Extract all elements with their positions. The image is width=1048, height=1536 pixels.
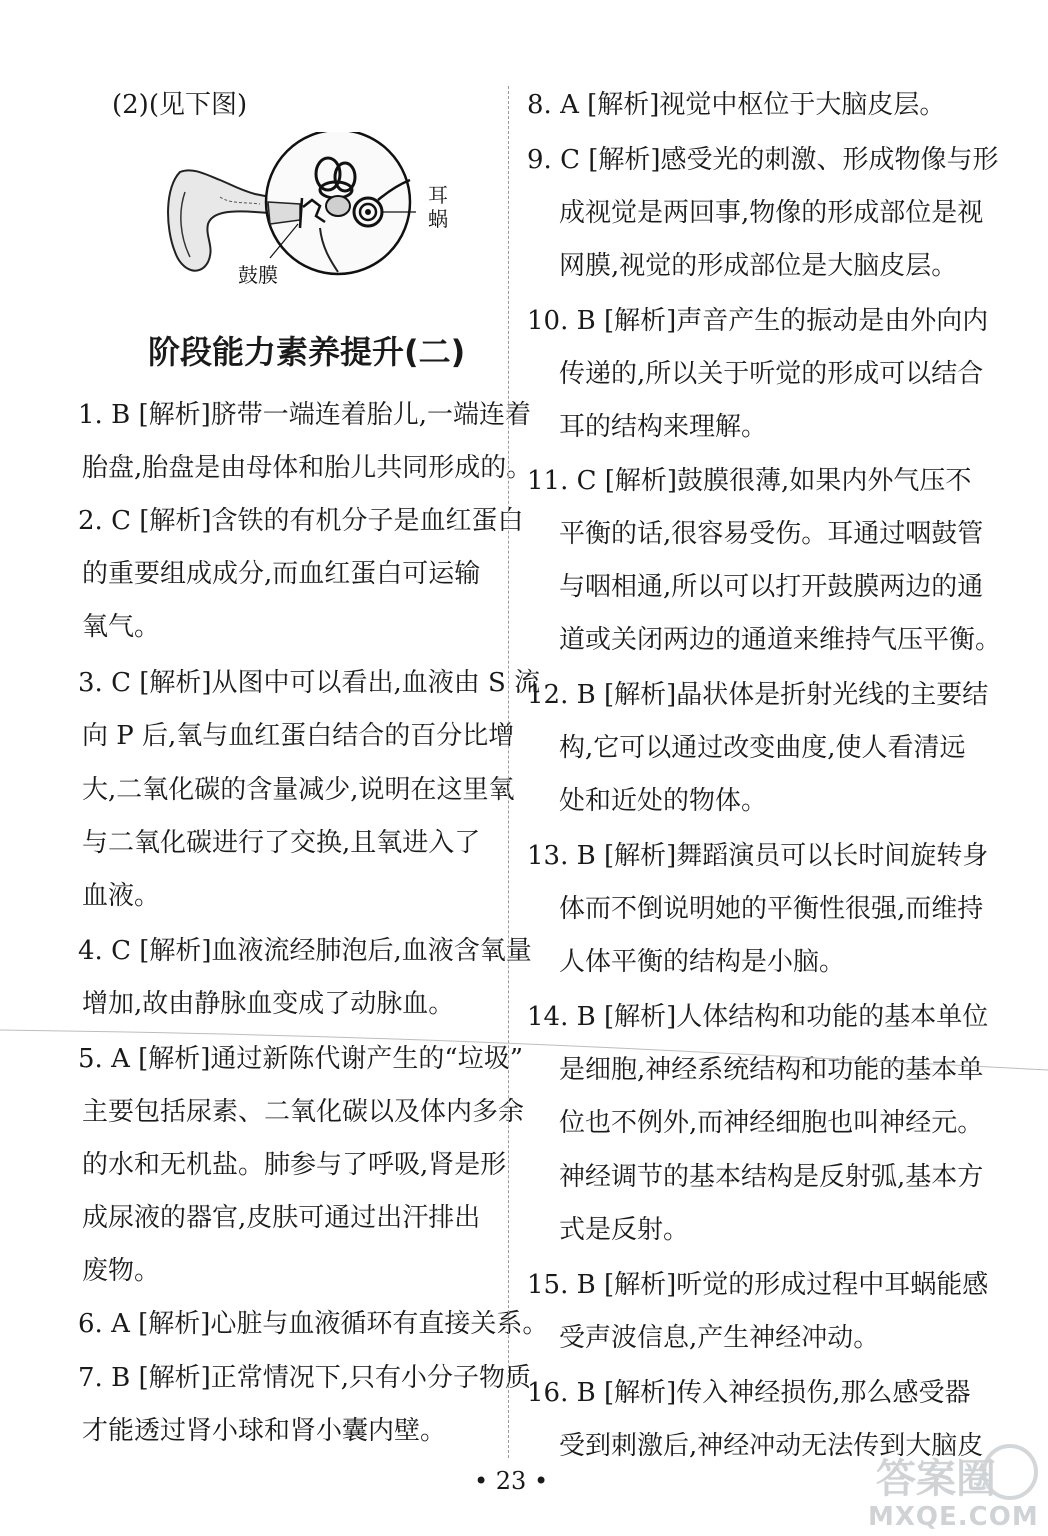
right-line-15: 13. B [解析]舞蹈演员可以长时间旋转身	[527, 841, 989, 871]
cochlea-center	[365, 209, 371, 215]
right-line-12: 12. B [解析]晶状体是折射光线的主要结	[527, 680, 989, 710]
left-line-19: 7. B [解析]正常情况下,只有小分子物质	[78, 1363, 531, 1393]
right-line-23: 15. B [解析]听觉的形成过程中耳蜗能感	[527, 1270, 989, 1300]
right-line-13: 构,它可以通过改变曲度,使人看清远	[559, 733, 966, 763]
left-line-13: 5. A [解析]通过新陈代谢产生的“垃圾”	[78, 1044, 523, 1074]
left-line-7: 向 P 后,氧与血红蛋白结合的百分比增	[82, 721, 515, 751]
watermark-brand: 答案圈	[876, 1456, 996, 1502]
right-line-7: 耳的结构来理解。	[559, 412, 768, 442]
left-line-12: 增加,故由静脉血变成了动脉血。	[82, 989, 455, 1019]
left-line-5: 氧气。	[82, 612, 161, 642]
scan-fold-line	[0, 1028, 1048, 1072]
right-line-16: 体而不倒说明她的平衡性很强,而维持	[559, 894, 984, 924]
label-eardrum: 鼓膜	[238, 263, 278, 287]
right-line-14: 处和近处的物体。	[559, 786, 768, 816]
right-line-18: 14. B [解析]人体结构和功能的基本单位	[527, 1002, 989, 1032]
left-line-14: 主要包括尿素、二氧化碳以及体内多余	[82, 1097, 525, 1127]
right-line-21: 神经调节的基本结构是反射弧,基本方	[559, 1162, 984, 1192]
right-line-19: 是细胞,神经系统结构和功能的基本单	[559, 1055, 984, 1085]
right-line-8: 11. C [解析]鼓膜很薄,如果内外气压不	[527, 466, 972, 496]
right-line-17: 人体平衡的结构是小脑。	[559, 947, 846, 977]
right-line-2: 9. C [解析]感受光的刺激、形成物像与形	[527, 145, 999, 175]
left-line-6: 3. C [解析]从图中可以看出,血液由 S 流	[78, 668, 541, 698]
right-line-3: 成视觉是两回事,物像的形成部位是视	[559, 198, 984, 228]
left-line-9: 与二氧化碳进行了交换,且氧进入了	[82, 828, 481, 858]
left-line-10: 血液。	[82, 881, 161, 911]
figure-caption: (2)(见下图)	[112, 90, 248, 120]
left-line-16: 成尿液的器官,皮肤可通过出汗排出	[82, 1203, 481, 1233]
vestibule	[326, 196, 350, 216]
left-line-8: 大,二氧化碳的含量减少,说明在这里氧	[82, 775, 515, 805]
right-line-9: 平衡的话,很容易受伤。耳通过咽鼓管	[559, 519, 984, 549]
left-line-1: 1. B [解析]脐带一端连着胎儿,一端连着	[78, 400, 531, 430]
left-line-11: 4. C [解析]血液流经肺泡后,血液含氧量	[78, 936, 532, 966]
right-line-6: 传递的,所以关于听觉的形成可以结合	[559, 359, 984, 389]
watermark-url: MXQE.COM	[868, 1502, 1039, 1532]
right-line-4: 网膜,视觉的形成部位是大脑皮层。	[559, 251, 958, 281]
left-line-4: 的重要组成成分,而血红蛋白可运输	[82, 559, 481, 589]
right-line-10: 与咽相通,所以可以打开鼓膜两边的通	[559, 572, 984, 602]
label-cochlea-char-1: 耳	[428, 183, 448, 207]
section-title: 阶段能力素养提升(二)	[148, 333, 466, 371]
label-cochlea-char-2: 蜗	[428, 207, 448, 231]
left-line-17: 废物。	[82, 1256, 161, 1286]
right-line-1: 8. A [解析]视觉中枢位于大脑皮层。	[527, 90, 946, 120]
right-line-20: 位也不例外,而神经细胞也叫神经元。	[559, 1108, 984, 1138]
left-line-2: 胎盘,胎盘是由母体和胎儿共同形成的。	[82, 453, 533, 483]
right-line-5: 10. B [解析]声音产生的振动是由外向内	[527, 306, 989, 336]
canal-inner	[268, 202, 300, 224]
right-line-11: 道或关闭两边的通道来维持气压平衡。	[559, 625, 1002, 655]
page-number: • 23 •	[474, 1467, 549, 1495]
column-divider	[508, 86, 509, 1458]
ear-structure-figure	[160, 132, 460, 292]
left-line-3: 2. C [解析]含铁的有机分子是血红蛋白	[78, 506, 524, 536]
right-line-26: 受到刺激后,神经冲动无法传到大脑皮	[559, 1431, 984, 1461]
right-line-25: 16. B [解析]传入神经损伤,那么感受器	[527, 1378, 971, 1408]
fold-crease	[0, 1030, 1048, 1070]
right-line-24: 受声波信息,产生神经冲动。	[559, 1323, 880, 1353]
left-line-18: 6. A [解析]心脏与血液循环有直接关系。	[78, 1309, 549, 1339]
right-line-22: 式是反射。	[559, 1215, 690, 1245]
left-line-15: 的水和无机盐。肺参与了呼吸,肾是形	[82, 1150, 507, 1180]
left-line-20: 才能透过肾小球和肾小囊内壁。	[82, 1416, 447, 1446]
